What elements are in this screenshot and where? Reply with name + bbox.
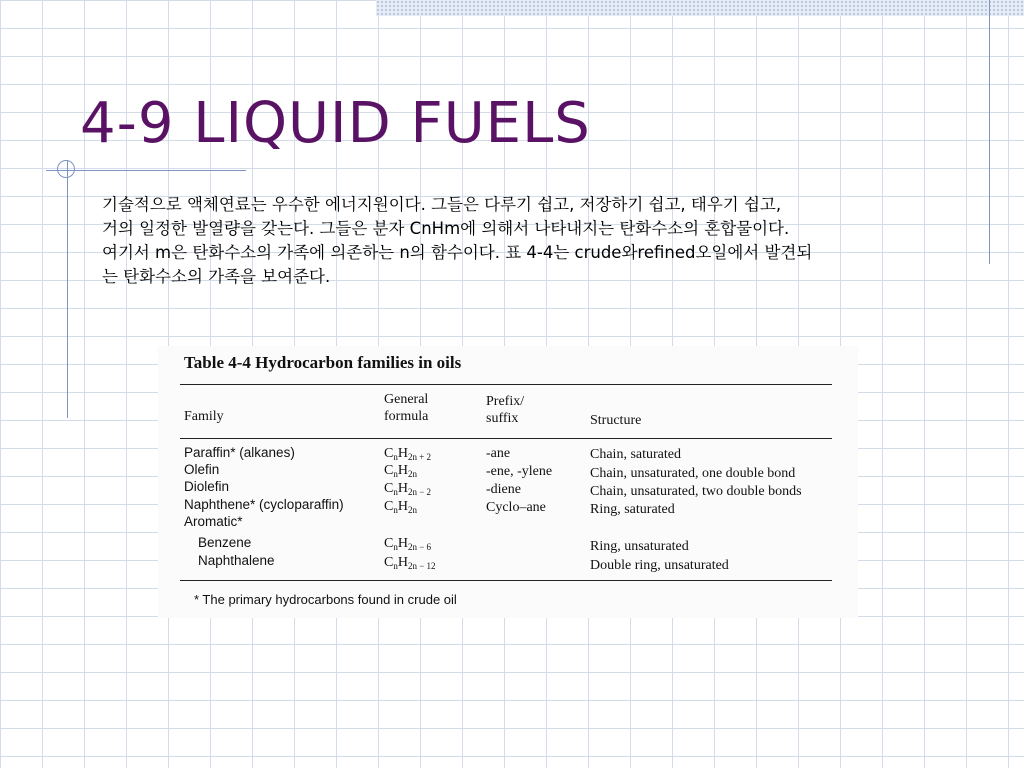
formula-subscript: 2n − 6 [407, 542, 432, 552]
row-prefix: -ane [486, 446, 511, 461]
row-family: Paraffin* (alkanes) [184, 445, 295, 460]
row-formula: $C_nH_{2n - 6}$ [384, 536, 432, 552]
row-family: Naphthalene [198, 553, 275, 568]
body-line: 는 탄화수소의 가족을 보여준다. [102, 267, 331, 286]
slide-title: 4-9 LIQUID FUELS [80, 91, 591, 156]
row-prefix: Cyclo–ane [486, 500, 546, 515]
body-line: 기술적으로 액체연료는 우수한 에너지원이다. 그들은 다루기 쉽고, 저장하기 쉽고, 태우기 쉽고, [102, 195, 782, 214]
table-top-rule [180, 384, 832, 385]
formula-subscript: 2n − 12 [407, 561, 436, 571]
header-family: Family [184, 409, 224, 424]
hydrocarbon-table [158, 346, 858, 618]
row-formula: $C_nH_{2n - 2}$ [384, 481, 432, 497]
row-structure: Chain, unsaturated, one double bond [590, 466, 796, 481]
row-prefix: -diene [486, 482, 521, 497]
header-formula-line2: formula [384, 409, 429, 424]
row-family: Aromatic* [184, 514, 243, 529]
row-formula: $C_nH_{2n + 2}$ [384, 446, 432, 462]
left-accent-line [67, 160, 68, 418]
row-structure: Ring, unsaturated [590, 539, 689, 554]
formula-subscript: 2n [407, 505, 417, 515]
row-structure: Ring, saturated [590, 502, 675, 517]
header-band [376, 0, 1024, 16]
header-prefix-line1: Prefix/ [486, 394, 525, 409]
header-prefix [486, 393, 524, 427]
header-prefix-line2: suffix [486, 411, 519, 426]
row-family: Olefin [184, 462, 220, 477]
header-formula-line1: General [384, 392, 429, 407]
row-prefix: -ene, -ylene [486, 464, 553, 479]
header-formula [384, 391, 428, 425]
formula-subscript: 2n [407, 469, 417, 479]
row-formula: $C_nH_{2n}$ [384, 499, 417, 515]
body-line: 여기서 m은 탄화수소의 가족에 의존하는 n의 함수이다. 표 4-4는 crude와refined오일에서 발견되 [102, 243, 813, 262]
table-footnote: * The primary hydrocarbons found in crude oil [194, 592, 457, 607]
header-structure: Structure [590, 413, 642, 428]
table-header-rule [180, 438, 832, 439]
right-accent-line [989, 0, 990, 264]
row-formula: $C_nH_{2n}$ [384, 463, 417, 479]
formula-subscript: 2n + 2 [407, 452, 432, 462]
row-structure: Double ring, unsaturated [590, 558, 729, 573]
row-family: Diolefin [184, 479, 230, 494]
row-structure: Chain, unsaturated, two double bonds [590, 484, 802, 499]
row-family: Benzene [198, 535, 252, 550]
accent-ring [57, 160, 75, 178]
table-caption: Table 4-4 Hydrocarbon families in oils [184, 353, 462, 372]
row-formula: $C_nH_{2n - 12}$ [384, 555, 436, 571]
row-structure: Chain, saturated [590, 447, 681, 462]
formula-subscript: 2n − 2 [407, 487, 432, 497]
table-bottom-rule [180, 580, 832, 581]
row-family: Naphthene* (cycloparaffin) [184, 497, 344, 512]
slide-body [102, 193, 962, 289]
title-underline [46, 170, 246, 171]
body-line: 거의 일정한 발열량을 갖는다. 그들은 분자 CnHm에 의해서 나타내지는 탄화수소의 혼합물이다. [102, 219, 790, 238]
